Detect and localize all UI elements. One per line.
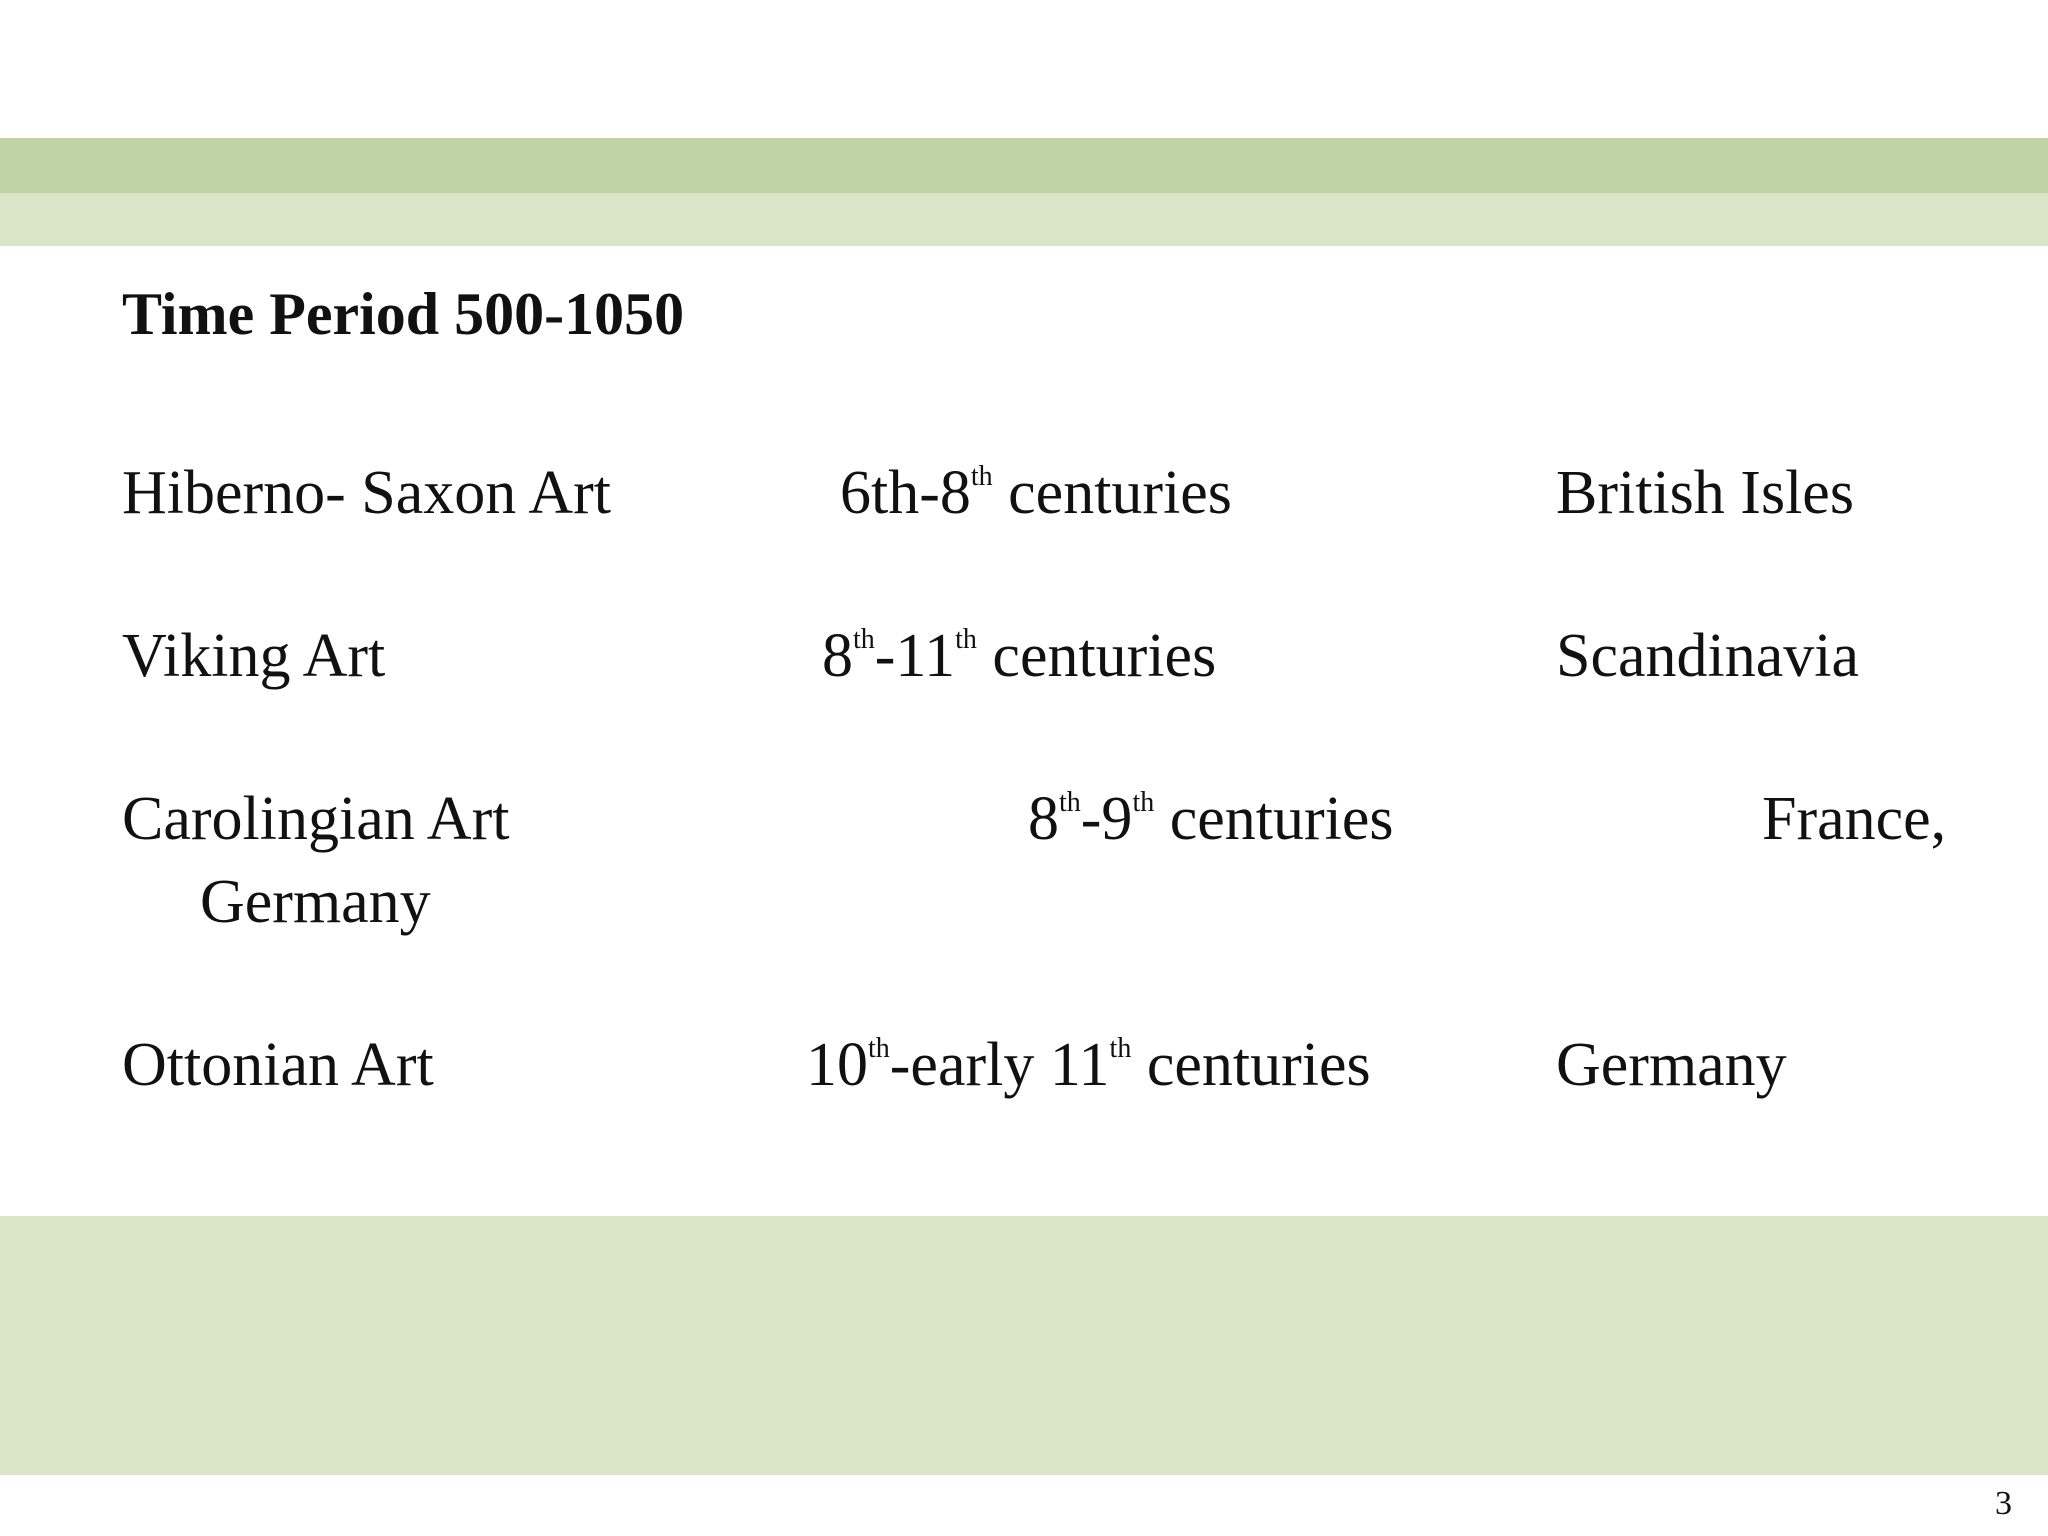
period-part: centuries [1154,785,1394,853]
header-band-light [0,193,2048,246]
header-band-dark [0,138,2048,193]
art-name-ottonian: Ottonian Art [122,1031,434,1099]
footer-band [0,1216,2048,1475]
period-part: -11 [874,622,956,690]
period-part: -9 [1080,785,1133,853]
period-part: -early 11 [889,1031,1110,1099]
region-hiberno-saxon: British Isles [1556,459,1854,527]
region-ottonian: Germany [1556,1031,1787,1099]
period-part: centuries [992,459,1232,527]
slide-title: Time Period 500-1050 [122,281,685,347]
period-hiberno-saxon [840,456,1232,530]
period-suffix: th [1059,787,1081,818]
page-number: 3 [1995,1485,2012,1522]
period-part: 10 [806,1031,868,1099]
period-suffix: th [868,1033,890,1064]
region-carolingian: France, [1762,785,1947,853]
period-part: centuries [976,622,1217,690]
period-part: centuries [1131,1031,1371,1099]
period-carolingian [1028,782,1394,856]
period-suffix: th [853,624,875,655]
period-part: 6th-8 [840,459,971,527]
period-part: 8 [822,622,853,690]
art-name-hiberno-saxon: Hiberno- Saxon Art [122,459,612,527]
region-viking: Scandinavia [1556,622,1860,690]
period-viking [822,619,1216,693]
period-suffix: th [970,461,993,492]
period-ottonian [806,1028,1371,1102]
period-part: 8 [1028,785,1059,853]
art-name-carolingian: Carolingian Art [122,785,510,853]
region-carolingian-continued: Germany [200,868,431,936]
art-name-viking: Viking Art [122,622,386,690]
period-suffix: th [1132,787,1155,818]
period-suffix: th [955,624,977,655]
period-suffix: th [1109,1033,1132,1064]
